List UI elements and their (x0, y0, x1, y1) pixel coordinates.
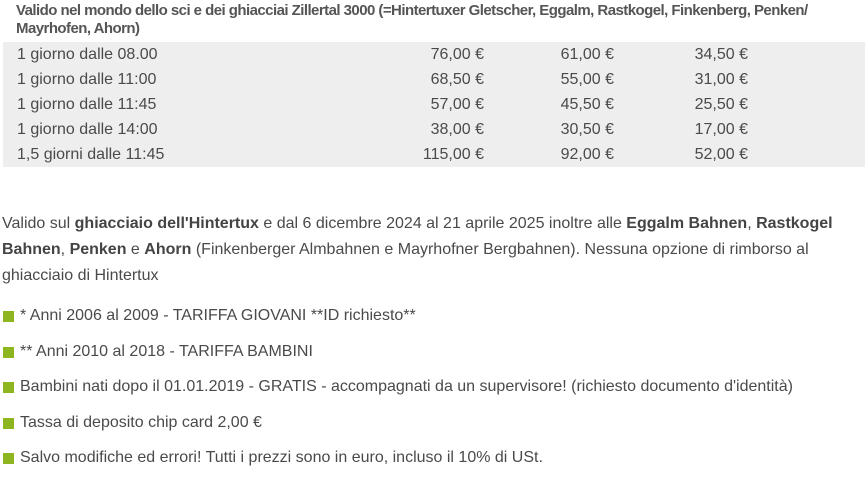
price-child: 52,00 € (694, 146, 748, 163)
list-item-text: ** Anni 2010 al 2018 - TARIFFA BAMBINI (20, 342, 313, 360)
price-youth: 30,50 € (560, 121, 614, 138)
list-item-text: Tassa di deposito chip card 2,00 € (20, 413, 262, 431)
para-text: e dal 6 dicembre 2024 al 21 aprile 2025 inoltre alle (258, 215, 627, 232)
green-square-icon (3, 418, 14, 429)
list-item (3, 374, 863, 410)
list-item (3, 303, 863, 339)
table-row (3, 142, 865, 167)
para-bold-penken: Penken (69, 241, 127, 258)
para-bold-rastkogel: Rastkogel Bahnen (2, 215, 833, 258)
table-row (3, 117, 865, 142)
table-row (3, 92, 865, 117)
para-text: Valido sul (2, 215, 75, 232)
para-text: (Finkenberger Almbahnen e Mayrhofner Bergbahnen). Nessuna opzione di rimborso al ghiacciaio di Hintertux (2, 241, 809, 284)
row-label: 1 giorno dalle 08.00 (17, 46, 158, 63)
table-title: Valido nel mondo dello sci e dei ghiacciai Zillertal 3000 (=Hintertuxer Gletscher, Eggalm, Rastkogel, Finkenberg, Penken/ Mayrhofen, Ahorn) (16, 2, 808, 37)
para-bold-hintertux: ghiacciaio dell'Hintertux (74, 215, 259, 232)
price-adult: 68,50 € (430, 71, 484, 88)
list-item-text: * Anni 2006 al 2009 - TARIFFA GIOVANI **ID richiesto** (20, 307, 416, 324)
price-adult: 57,00 € (430, 96, 484, 113)
price-adult: 115,00 € (422, 146, 484, 163)
list-item (3, 339, 863, 375)
green-square-icon (3, 453, 14, 464)
para-text: , (60, 241, 70, 258)
price-table (3, 42, 865, 167)
price-child: 34,50 € (694, 46, 748, 63)
price-youth: 55,00 € (560, 71, 614, 88)
list-item (3, 410, 863, 446)
notes-list (3, 303, 863, 481)
para-bold-eggalm: Eggalm Bahnen (626, 215, 748, 232)
price-adult: 38,00 € (430, 121, 484, 138)
green-square-icon (3, 347, 14, 358)
row-label: 1 giorno dalle 11:00 (17, 71, 157, 88)
price-youth: 61,00 € (560, 46, 614, 63)
price-youth: 45,50 € (560, 96, 614, 113)
price-child: 17,00 € (694, 121, 748, 138)
price-adult: 76,00 € (430, 46, 484, 63)
row-label: 1,5 giorni dalle 11:45 (17, 146, 165, 163)
validity-paragraph (2, 211, 862, 289)
price-child: 31,00 € (694, 71, 748, 88)
para-bold-ahorn: Ahorn (144, 241, 192, 258)
price-youth: 92,00 € (560, 146, 614, 163)
list-item (3, 445, 863, 481)
list-item-text: Salvo modifiche ed errori! Tutti i prezzi sono in euro, incluso il 10% di USt. (20, 449, 543, 466)
green-square-icon (3, 311, 14, 322)
row-label: 1 giorno dalle 11:45 (17, 96, 157, 113)
table-row (3, 67, 865, 92)
price-child: 25,50 € (694, 96, 748, 113)
list-item-text: Bambini nati dopo il 01.01.2019 - GRATIS - accompagnati da un supervisore! (richiesto documento d'identità) (20, 378, 793, 395)
row-label: 1 giorno dalle 14:00 (17, 121, 158, 138)
para-text: , (747, 215, 757, 232)
table-row (3, 42, 865, 67)
para-text: e (126, 241, 145, 258)
green-square-icon (3, 382, 14, 393)
